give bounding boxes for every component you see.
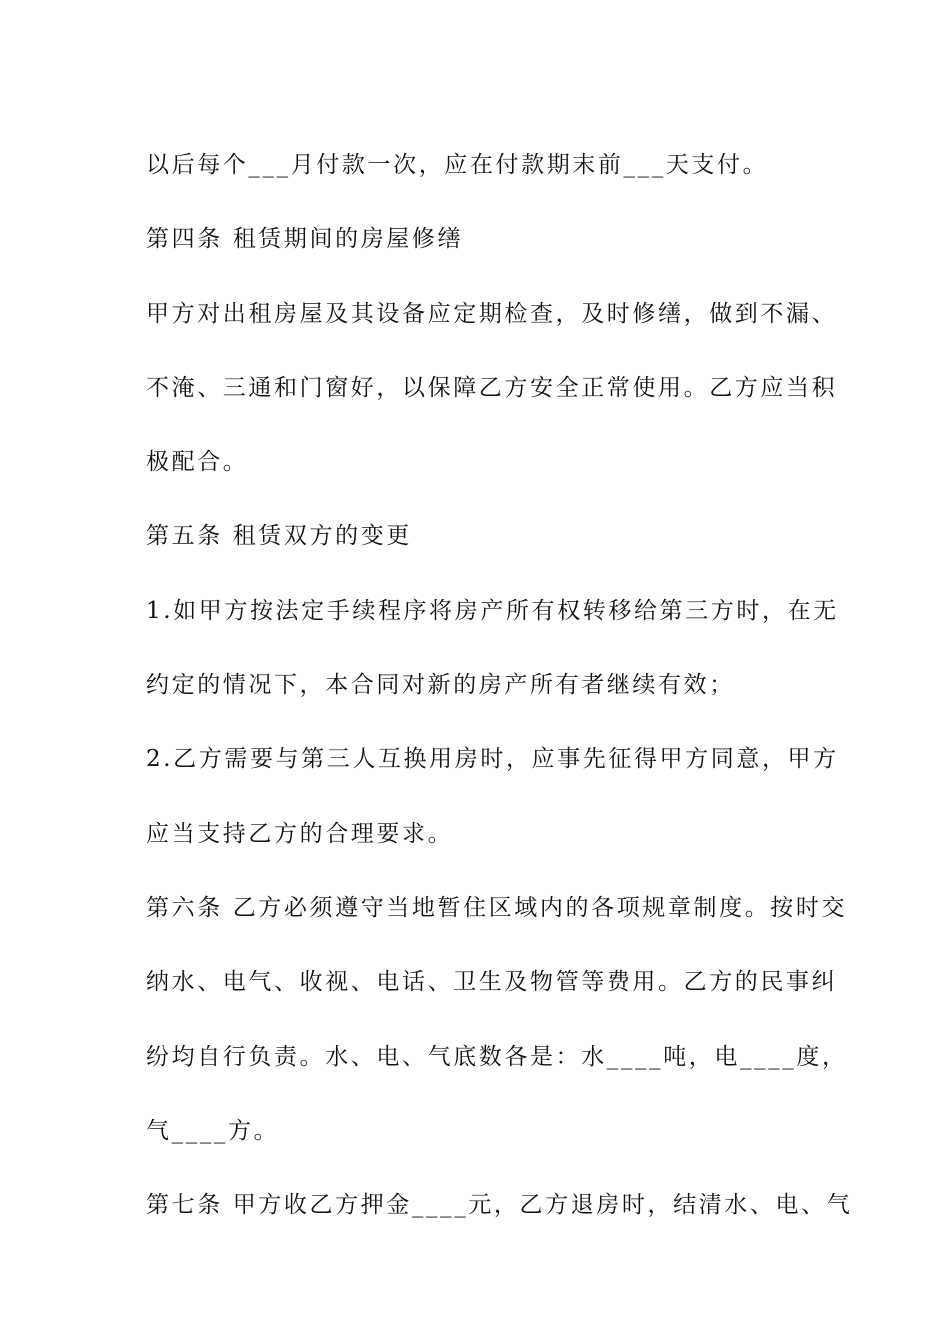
paragraph-line: 应当支持乙方的合理要求。	[146, 820, 454, 847]
paragraph-line: 约定的情况下，本合同对新的房产所有者继续有效；	[146, 672, 735, 699]
paragraph-line: 气____方。	[146, 1117, 280, 1144]
paragraph-line: 极配合。	[146, 449, 249, 476]
clause-one-line: 1.如甲方按法定手续程序将房产所有权转移给第三方时，在无	[146, 597, 839, 624]
article-six-line: 第六条 乙方必须遵守当地暂住区域内的各项规章制度。按时交	[146, 894, 848, 921]
document-body	[146, 128, 853, 1242]
paragraph-line: 甲方对出租房屋及其设备应定期检查，及时修缮，做到不漏、	[146, 300, 838, 327]
payment-schedule-line: 以后每个___月付款一次，应在付款期末前___天支付。	[146, 152, 769, 178]
article-four-heading: 第四条 租赁期间的房屋修缮	[146, 226, 464, 253]
article-five-heading: 第五条 租赁双方的变更	[146, 523, 412, 550]
clause-two-line: 2.乙方需要与第三人互换用房时，应事先征得甲方同意，甲方	[146, 746, 839, 773]
paragraph-line: 纳水、电气、收视、电话、卫生及物管等费用。乙方的民事纠	[146, 969, 838, 996]
article-seven-line: 第七条 甲方收乙方押金____元，乙方退房时，结清水、电、气	[146, 1192, 853, 1219]
paragraph-line: 不淹、三通和门窗好，以保障乙方安全正常使用。乙方应当积	[146, 374, 838, 401]
paragraph-line: 纷均自行负责。水、电、气底数各是：水____吨，电____度，	[146, 1043, 848, 1070]
